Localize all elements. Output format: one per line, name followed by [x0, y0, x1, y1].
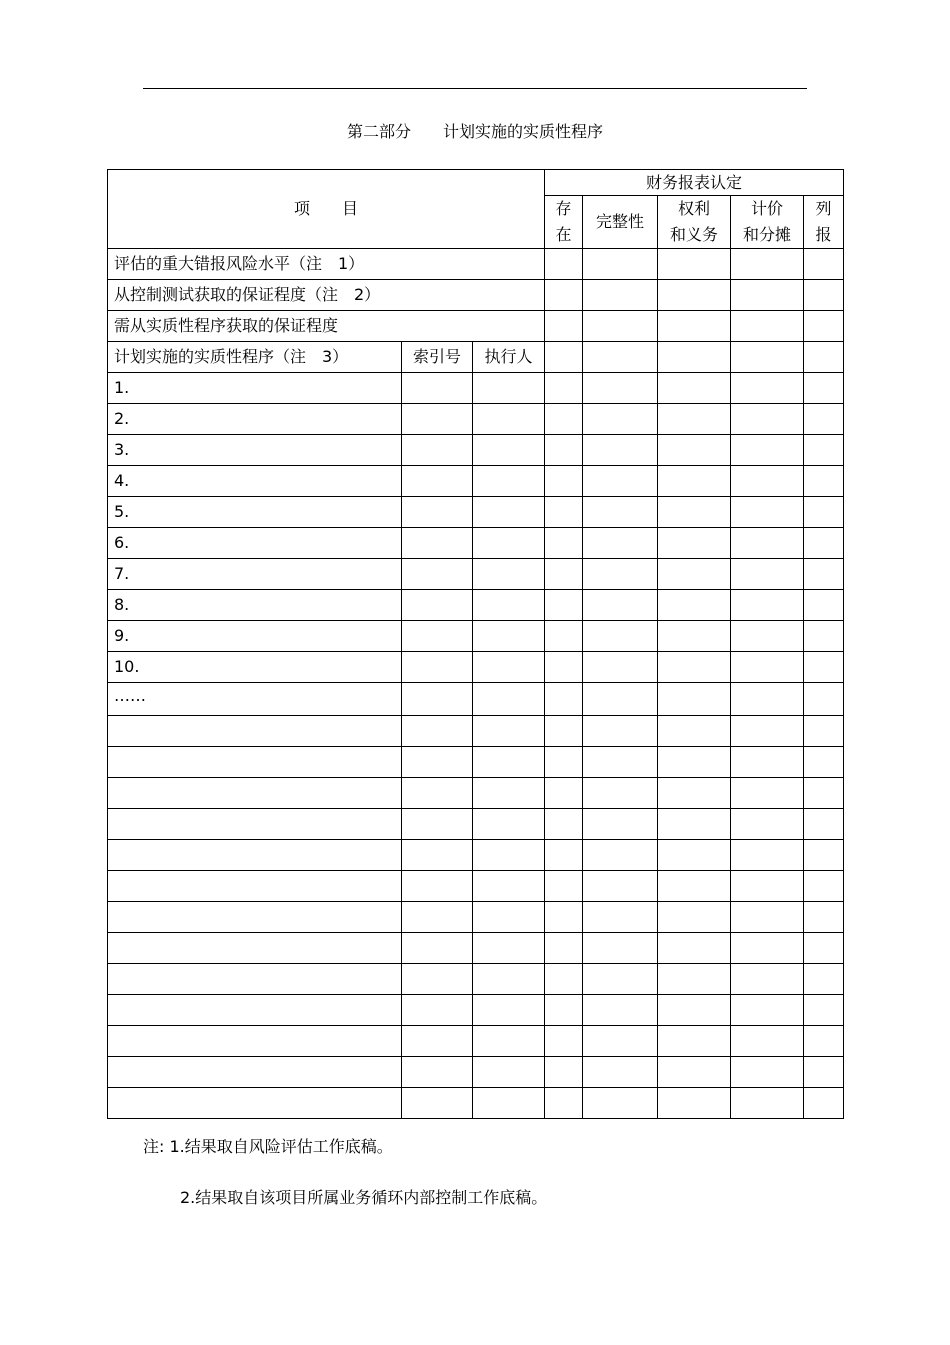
assertion-cell — [402, 466, 473, 497]
assertion-cell — [731, 1026, 804, 1057]
assertion-cell — [658, 809, 731, 840]
assertion-cell — [402, 621, 473, 652]
assertion-cell — [545, 249, 583, 280]
assertion-cell — [402, 559, 473, 590]
assertion-cell — [108, 871, 402, 902]
assertion-cell — [804, 871, 844, 902]
table-row — [108, 1088, 844, 1119]
assertion-cell — [545, 964, 583, 995]
assertion-cell — [658, 964, 731, 995]
assertion-cell — [473, 871, 545, 902]
assertion-cell — [545, 435, 583, 466]
assertion-cell — [731, 964, 804, 995]
assertion-cell — [804, 1057, 844, 1088]
assertion-cell — [545, 778, 583, 809]
assertion-cell — [545, 747, 583, 778]
assertion-cell — [108, 964, 402, 995]
assertion-cell — [402, 747, 473, 778]
table-row — [108, 621, 844, 652]
assertion-cell — [731, 528, 804, 559]
assertion-cell — [658, 747, 731, 778]
assertion-cell — [473, 683, 545, 716]
assertion-cell — [731, 778, 804, 809]
assertion-cell — [108, 933, 402, 964]
assertion-cell — [473, 995, 545, 1026]
assertion-cell — [658, 1026, 731, 1057]
procedure-number: 5. — [108, 497, 402, 528]
assertion-cell — [545, 404, 583, 435]
assertion-cell — [473, 747, 545, 778]
assertion-cell — [402, 809, 473, 840]
assertion-cell — [804, 809, 844, 840]
assertion-cell — [731, 559, 804, 590]
assertion-cell — [804, 747, 844, 778]
assertion-cell — [731, 747, 804, 778]
assertion-cell — [545, 840, 583, 871]
header-assertion: 列 报 — [804, 196, 844, 249]
assertion-cell — [731, 373, 804, 404]
assertion-cell — [804, 559, 844, 590]
assertion-cell — [402, 902, 473, 933]
table-row — [108, 1057, 844, 1088]
assertion-cell — [658, 342, 731, 373]
assertion-cell — [731, 871, 804, 902]
assertion-cell — [545, 809, 583, 840]
assertion-cell — [658, 716, 731, 747]
assertion-cell — [731, 590, 804, 621]
procedure-number: 2. — [108, 404, 402, 435]
assertion-cell — [583, 747, 658, 778]
assertion-cell — [658, 1057, 731, 1088]
assertion-cell — [545, 1026, 583, 1057]
table-row — [108, 590, 844, 621]
assertion-cell — [804, 933, 844, 964]
assertion-cell — [402, 995, 473, 1026]
assertion-cell — [583, 683, 658, 716]
assertion-cell — [108, 840, 402, 871]
assertion-cell — [731, 621, 804, 652]
assertion-cell — [402, 652, 473, 683]
assertion-cell — [658, 404, 731, 435]
header-assertion: 存 在 — [545, 196, 583, 249]
assertion-cell — [545, 621, 583, 652]
assertion-cell — [583, 373, 658, 404]
assertion-cell — [731, 280, 804, 311]
procedure-header-label: 计划实施的实质性程序（注 3） — [108, 342, 402, 373]
assertion-cell — [731, 1057, 804, 1088]
table-row — [108, 1026, 844, 1057]
assertion-cell — [402, 964, 473, 995]
assertion-cell — [583, 1088, 658, 1119]
assertion-cell — [545, 1088, 583, 1119]
assertion-cell — [545, 528, 583, 559]
table-row — [108, 778, 844, 809]
assertion-cell — [473, 1026, 545, 1057]
assertion-cell — [731, 342, 804, 373]
assertion-cell — [402, 497, 473, 528]
assertion-cell — [545, 1057, 583, 1088]
assertion-cell — [545, 373, 583, 404]
table-row — [108, 809, 844, 840]
assertion-cell — [804, 652, 844, 683]
assertion-cell — [583, 933, 658, 964]
table-row — [108, 747, 844, 778]
assertion-cell — [731, 249, 804, 280]
assertion-cell — [804, 528, 844, 559]
assertion-cell — [402, 871, 473, 902]
assertion-cell — [658, 871, 731, 902]
assertion-cell — [583, 590, 658, 621]
procedure-header-row — [108, 342, 844, 373]
assertion-cell — [658, 902, 731, 933]
assertion-cell — [402, 778, 473, 809]
assertion-cell — [658, 280, 731, 311]
table-row — [108, 964, 844, 995]
row-label: 从控制测试获取的保证程度（注 2） — [108, 280, 545, 311]
table-row — [108, 840, 844, 871]
assertion-cell — [658, 497, 731, 528]
assertion-cell — [473, 497, 545, 528]
assertion-cell — [583, 528, 658, 559]
assertion-cell — [545, 590, 583, 621]
assertion-cell — [658, 840, 731, 871]
assertion-cell — [583, 466, 658, 497]
assertion-cell — [658, 311, 731, 342]
assertion-cell — [583, 652, 658, 683]
assertion-cell — [804, 995, 844, 1026]
header-assertion-group: 财务报表认定 — [545, 170, 844, 196]
assertion-cell — [804, 902, 844, 933]
assertion-cell — [583, 404, 658, 435]
assertion-cell — [473, 621, 545, 652]
assertion-cell — [473, 652, 545, 683]
assertion-cell — [583, 716, 658, 747]
assertion-cell — [731, 933, 804, 964]
assertion-cell — [731, 311, 804, 342]
assertion-cell — [402, 683, 473, 716]
table-row — [108, 995, 844, 1026]
assertion-cell — [473, 778, 545, 809]
table-row — [108, 528, 844, 559]
assertion-cell — [658, 466, 731, 497]
procedure-number: 7. — [108, 559, 402, 590]
assertion-cell — [545, 683, 583, 716]
assertion-cell — [545, 871, 583, 902]
table-row — [108, 373, 844, 404]
assertion-cell — [402, 404, 473, 435]
table-row — [108, 435, 844, 466]
assertion-cell — [545, 995, 583, 1026]
assertion-cell — [583, 497, 658, 528]
assertion-cell — [402, 528, 473, 559]
assertion-cell — [583, 871, 658, 902]
assertion-cell — [804, 1026, 844, 1057]
assertion-cell — [402, 840, 473, 871]
assertion-cell — [658, 652, 731, 683]
assertion-cell — [804, 404, 844, 435]
assertion-cell — [658, 435, 731, 466]
assertion-cell — [402, 1026, 473, 1057]
assertion-cell — [731, 995, 804, 1026]
table-row — [108, 404, 844, 435]
header-item: 项 目 — [108, 170, 545, 249]
assertion-cell — [583, 559, 658, 590]
assertion-cell — [658, 373, 731, 404]
assertion-cell — [402, 435, 473, 466]
assertion-cell — [473, 840, 545, 871]
assertion-cell — [658, 933, 731, 964]
assertion-cell — [804, 311, 844, 342]
assertion-cell — [545, 342, 583, 373]
assertion-cell — [108, 809, 402, 840]
assertion-cell — [402, 1057, 473, 1088]
note-2: 2.结果取自该项目所属业务循环内部控制工作底稿。 — [180, 1188, 548, 1207]
assertion-cell — [731, 840, 804, 871]
assertion-cell — [583, 902, 658, 933]
assertion-cell — [731, 683, 804, 716]
top-rule — [143, 88, 807, 89]
procedure-number: 8. — [108, 590, 402, 621]
index-header: 索引号 — [402, 342, 473, 373]
procedure-number: 10. — [108, 652, 402, 683]
assertion-cell — [658, 995, 731, 1026]
assertion-cell — [583, 1057, 658, 1088]
assertion-cell — [583, 311, 658, 342]
table-row — [108, 716, 844, 747]
assertion-cell — [473, 933, 545, 964]
table-row — [108, 652, 844, 683]
table-row — [108, 280, 844, 311]
assertion-cell — [473, 716, 545, 747]
assertion-cell — [473, 559, 545, 590]
assertion-cell — [473, 964, 545, 995]
executor-header: 执行人 — [473, 342, 545, 373]
assertion-cell — [731, 716, 804, 747]
assertion-cell — [804, 621, 844, 652]
assertion-cell — [731, 404, 804, 435]
assertion-cell — [658, 1088, 731, 1119]
assertion-cell — [545, 497, 583, 528]
table-row — [108, 559, 844, 590]
assertion-cell — [658, 683, 731, 716]
assertion-cell — [545, 311, 583, 342]
assertion-cell — [804, 342, 844, 373]
assertion-cell — [583, 621, 658, 652]
assertion-cell — [473, 466, 545, 497]
assertion-cell — [804, 840, 844, 871]
assertion-cell — [108, 1026, 402, 1057]
assertion-cell — [804, 683, 844, 716]
table-row — [108, 933, 844, 964]
assertion-cell — [804, 466, 844, 497]
assertion-cell — [731, 809, 804, 840]
assertion-cell — [804, 497, 844, 528]
assertion-cell — [731, 652, 804, 683]
assertion-cell — [545, 559, 583, 590]
assertion-cell — [108, 995, 402, 1026]
assertion-cell — [804, 249, 844, 280]
procedure-number: 4. — [108, 466, 402, 497]
assertion-cell — [108, 716, 402, 747]
assertion-cell — [731, 1088, 804, 1119]
assertion-cell — [545, 933, 583, 964]
assertion-cell — [583, 342, 658, 373]
assertion-cell — [804, 590, 844, 621]
assertion-cell — [804, 280, 844, 311]
assertion-cell — [658, 778, 731, 809]
assertion-cell — [108, 1088, 402, 1119]
assertion-cell — [402, 1088, 473, 1119]
assertion-cell — [545, 652, 583, 683]
assertion-cell — [583, 995, 658, 1026]
assertion-cell — [804, 1088, 844, 1119]
assertion-cell — [473, 373, 545, 404]
assertion-cell — [108, 747, 402, 778]
assertion-cell — [583, 1026, 658, 1057]
assertion-cell — [658, 249, 731, 280]
procedure-table — [107, 169, 844, 1119]
assertion-cell — [583, 964, 658, 995]
assertion-cell — [804, 778, 844, 809]
table-row — [108, 902, 844, 933]
table-row — [108, 497, 844, 528]
header-row-top — [108, 170, 844, 196]
assertion-cell — [545, 466, 583, 497]
assertion-cell — [583, 249, 658, 280]
assertion-cell — [731, 435, 804, 466]
assertion-cell — [473, 528, 545, 559]
page-title: 第二部分 计划实施的实质性程序 — [346, 122, 603, 141]
procedure-ellipsis: …… — [108, 683, 402, 716]
assertion-cell — [108, 902, 402, 933]
assertion-cell — [583, 435, 658, 466]
assertion-cell — [473, 1088, 545, 1119]
assertion-cell — [804, 435, 844, 466]
assertion-cell — [108, 1057, 402, 1088]
note-1: 注: 1.结果取自风险评估工作底稿。 — [143, 1137, 393, 1156]
procedure-number: 6. — [108, 528, 402, 559]
procedure-number: 9. — [108, 621, 402, 652]
row-label: 需从实质性程序获取的保证程度 — [108, 311, 545, 342]
header-assertion: 权利 和义务 — [658, 196, 731, 249]
assertion-cell — [658, 590, 731, 621]
assertion-cell — [545, 280, 583, 311]
assertion-cell — [402, 373, 473, 404]
assertion-cell — [545, 902, 583, 933]
assertion-cell — [658, 528, 731, 559]
table-row — [108, 466, 844, 497]
assertion-cell — [804, 964, 844, 995]
assertion-cell — [804, 716, 844, 747]
assertion-cell — [545, 716, 583, 747]
table-row — [108, 871, 844, 902]
assertion-cell — [473, 404, 545, 435]
assertion-cell — [583, 778, 658, 809]
procedure-number: 1. — [108, 373, 402, 404]
assertion-cell — [402, 716, 473, 747]
table-row — [108, 311, 844, 342]
assertion-cell — [473, 1057, 545, 1088]
assertion-cell — [804, 373, 844, 404]
assertion-cell — [658, 559, 731, 590]
assertion-cell — [402, 590, 473, 621]
assertion-cell — [731, 902, 804, 933]
assertion-cell — [731, 466, 804, 497]
row-label: 评估的重大错报风险水平（注 1） — [108, 249, 545, 280]
assertion-cell — [108, 778, 402, 809]
assertion-cell — [731, 497, 804, 528]
header-assertion: 完整性 — [583, 196, 658, 249]
procedure-number: 3. — [108, 435, 402, 466]
assertion-cell — [583, 809, 658, 840]
table-row — [108, 249, 844, 280]
assertion-cell — [473, 435, 545, 466]
assertion-cell — [473, 902, 545, 933]
table-row — [108, 683, 844, 716]
assertion-cell — [583, 280, 658, 311]
assertion-cell — [583, 840, 658, 871]
assertion-cell — [473, 809, 545, 840]
assertion-cell — [473, 590, 545, 621]
assertion-cell — [658, 621, 731, 652]
header-assertion: 计价 和分摊 — [731, 196, 804, 249]
assertion-cell — [402, 933, 473, 964]
